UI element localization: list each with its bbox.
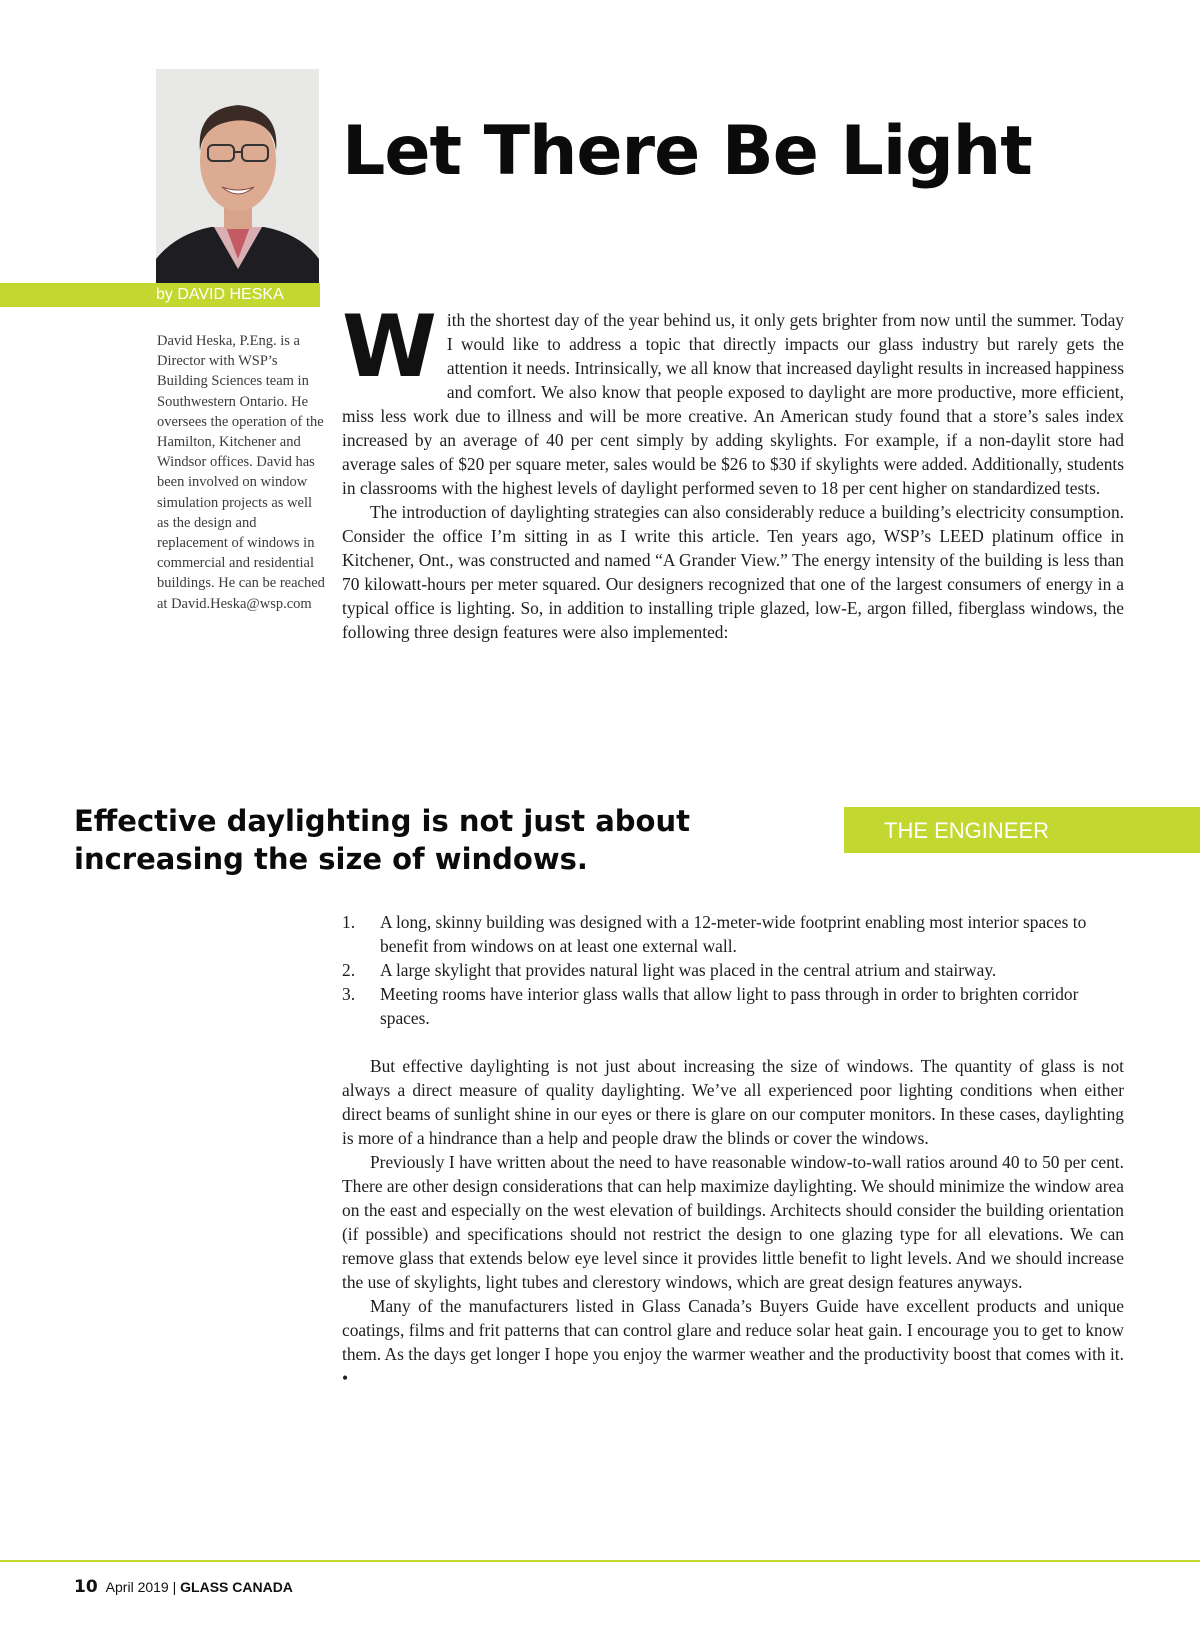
list-item-text: Meeting rooms have interior glass walls that allow light to pass through in order to brighten corridor spaces. bbox=[380, 984, 1079, 1028]
intro-text bbox=[342, 297, 1124, 644]
author-bio: David Heska, P.Eng. is a Director with WSP’s Building Sciences team in Southwestern Ontario. He oversees the operation of the Hamilton, Kitchener and Windsor offices. David has been involved on window simulation projects as well as the design and replacement of windows in commercial and residential buildings. He can be reached at David.Heska@wsp.com bbox=[157, 333, 325, 612]
author-photo bbox=[156, 69, 319, 283]
section-label: THE ENGINEER bbox=[884, 818, 1050, 843]
list-item-text: A large skylight that provides natural light was placed in the central atrium and stairway. bbox=[380, 960, 997, 980]
body-paragraph: Many of the manufacturers listed in Glass Canada’s Buyers Guide have excellent products and unique coatings, films and frit patterns that can control glare and reduce solar heat gain. I encourage you to get to know them. As the days get longer I hope you enjoy the warmer weather and the productivity boost that comes with it. • bbox=[342, 1296, 1124, 1388]
body-paragraph: But effective daylighting is not just about increasing the size of windows. The quantity of glass is not always a direct measure of quality daylighting. We’ve all experienced poor lighting conditions when either direct beams of sunlight shine in our eyes or there is glare on our computer monitors. In these cases, daylighting is more of a hindrance than a help and people draw the blinds or cover the windows. bbox=[342, 1056, 1124, 1148]
drop-cap: W bbox=[342, 297, 437, 397]
page-footer bbox=[74, 1577, 293, 1597]
list-item bbox=[342, 958, 1124, 982]
magazine-name: GLASS CANADA bbox=[180, 1579, 293, 1595]
page-number: 10 bbox=[74, 1577, 98, 1597]
list-item-number: 1. bbox=[342, 912, 356, 932]
intro-paragraph-text: ith the shortest day of the year behind us, it only gets brighter from now until the summer. Today I would like to address a topic that directly impacts our glass industry but rarely gets the attention it needs. Intrinsically, we all know that increased daylight results in increased happiness and comfort. We also know that people exposed to daylight are more productive, more efficient, miss less work due to illness and will be more creative. An American study found that a store’s sales index increased by an average of 40 per cent simply by adding skylights. For example, if a non-daylit store had average sales of $20 per square meter, sales would be $26 to $30 if skylights were added. Additionally, students in classrooms with the highest levels of daylight performed seven to 18 per cent higher on standardized tests. bbox=[342, 310, 1124, 498]
issue-date: April 2019 | bbox=[105, 1579, 177, 1595]
body-paragraph: The introduction of daylighting strategies can also considerably reduce a building’s electricity consumption. Consider the office I’m sitting in as I write this article. Ten years ago, WSP’s LEED platinum office in Kitchener, Ont., was constructed and named “A Grander View.” The energy intensity of the building is less than 70 kilowatt-hours per meter squared. Our designers recognized that one of the largest consumers of energy in a typical office is lighting. So, in addition to installing triple glazed, low-E, argon filled, fiberglass windows, the following three design features were also implemented: bbox=[342, 502, 1124, 642]
list-item bbox=[342, 910, 1124, 958]
body-paragraph: Previously I have written about the need to have reasonable window-to-wall ratios around 40 to 50 per cent. There are other design considerations that can help maximize daylighting. We should minimize the window area on the east and especially on the west elevation of buildings. Architects should consider the building orientation (if possible) and specifications should not restrict the design to one glazing type for all elevations. We can remove glass that extends below eye level since it provides little benefit to light levels. And we should increase the use of skylights, light tubes and clerestory windows, which are great design features anyways. bbox=[342, 1152, 1124, 1292]
intro-paragraph bbox=[342, 297, 1124, 500]
footer-rule bbox=[0, 1560, 1200, 1562]
byline: by DAVID HESKA bbox=[156, 286, 284, 303]
list-item bbox=[342, 982, 1124, 1030]
pull-quote: Effective daylighting is not just about increasing the size of windows. bbox=[74, 804, 690, 876]
design-features-list bbox=[342, 910, 1124, 1030]
list-item-text: A long, skinny building was designed with a 12-meter-wide footprint enabling most interior spaces to benefit from windows on at least one external wall. bbox=[380, 912, 1087, 956]
list-item-number: 2. bbox=[342, 960, 356, 980]
closing-text bbox=[342, 1054, 1124, 1390]
list-item-number: 3. bbox=[342, 984, 356, 1004]
article-title: Let There Be Light bbox=[342, 112, 1032, 191]
